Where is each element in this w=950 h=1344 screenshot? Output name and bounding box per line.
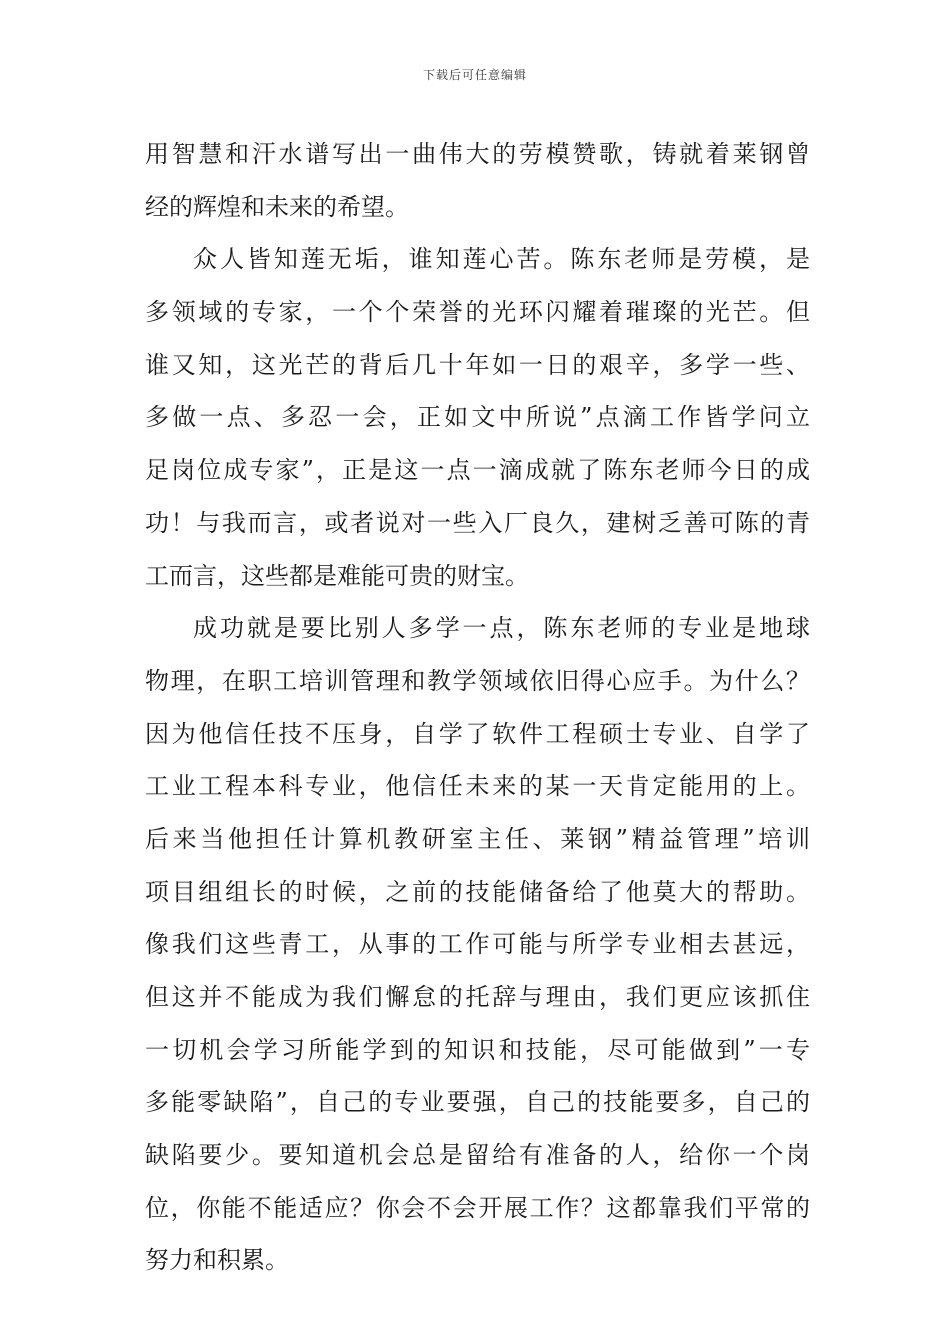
text-line: 后来当他担任计算机教研室主任、莱钢”精益管理”培训 [145, 824, 810, 853]
text-line: 缺陷要少。要知道机会总是留给有准备的人，给你一个岗 [145, 1141, 810, 1170]
text-line: 因为他信任技不压身，自学了软件工程硕士专业、自学了 [145, 719, 810, 748]
text-line: 项目组组长的时候，之前的技能储备给了他莫大的帮助。 [145, 877, 810, 906]
text-line: 多领域的专家，一个个荣誉的光环闪耀着璀璨的光芒。但 [145, 298, 810, 327]
text-line: 功！与我而言，或者说对一些入厂良久，建树乏善可陈的青 [145, 508, 810, 537]
paragraph-start-line: 成功就是要比别人多学一点，陈东老师的专业是地球 [193, 614, 810, 643]
page-header-note: 下载后可任意编辑 [422, 68, 527, 82]
text-line: 多做一点、多忍一会，正如文中所说”点滴工作皆学问立 [145, 403, 810, 432]
text-line: 谁又知，这光芒的背后几十年如一日的艰辛，多学一些、 [145, 350, 810, 379]
text-line: 像我们这些青工，从事的工作可能与所学专业相去甚远， [145, 930, 810, 959]
text-line: 足岗位成专家”，正是这一点一滴成就了陈东老师今日的成 [145, 456, 810, 485]
text-line: 位，你能不能适应？你会不会开展工作？这都靠我们平常的 [145, 1193, 810, 1222]
text-line: 努力和积累。 [145, 1246, 289, 1275]
document-body [145, 128, 810, 1287]
text-line: 用智慧和汗水谱写出一曲伟大的劳模赞歌，铸就着莱钢曾 [145, 140, 810, 168]
text-line: 物理，在职工培训管理和教学领域依旧得心应手。为什么？ [145, 666, 810, 695]
text-line: 经的辉煌和未来的希望。 [145, 192, 409, 221]
text-line: 但这并不能成为我们懈怠的托辞与理由，我们更应该抓住 [145, 983, 810, 1011]
text-line: 工而言，这些都是难能可贵的财宝。 [145, 561, 529, 590]
text-line: 一切机会学习所能学到的知识和技能，尽可能做到”一专 [145, 1035, 810, 1064]
text-line: 工业工程本科专业，他信任未来的某一天肯定能用的上。 [145, 772, 810, 801]
text-line: 多能零缺陷”，自己的专业要强，自己的技能要多，自己的 [145, 1088, 810, 1117]
paragraph-start-line: 众人皆知莲无垢，谁知莲心苦。陈东老师是劳模，是 [193, 245, 810, 274]
